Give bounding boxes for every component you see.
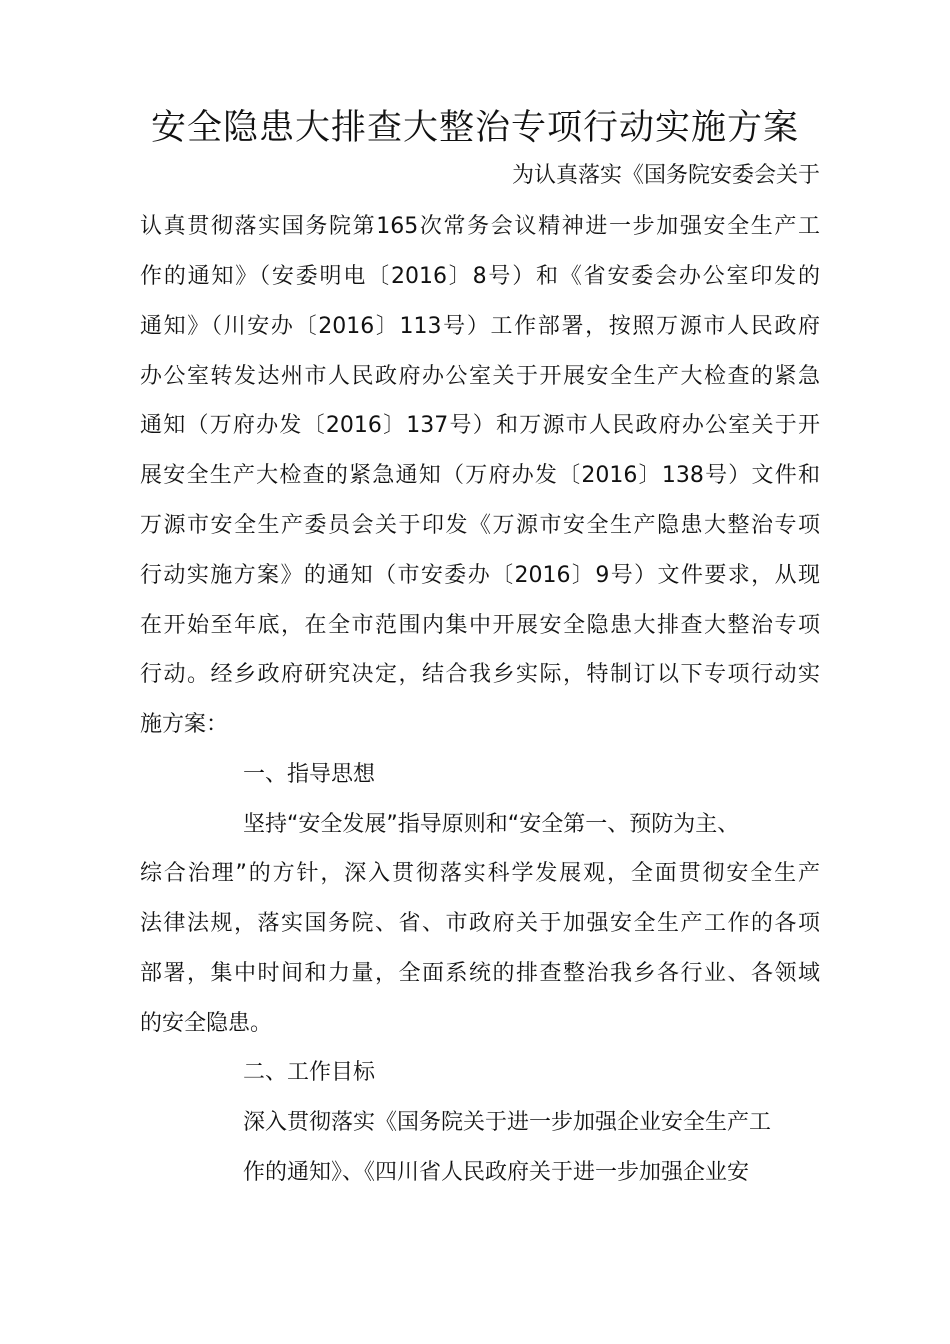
body-line: 的安全隐患。 (140, 1011, 273, 1036)
body-line: 作的通知》（安委明电〔2016〕8号）和《省安委会办公室印发的 (140, 264, 820, 289)
body-line: 施方案： (140, 712, 229, 737)
body-line: 法律法规，落实国务院、省、市政府关于加强安全生产工作的各项 (140, 911, 820, 936)
document-title: 安全隐患大排查大整治专项行动实施方案 (150, 108, 799, 148)
body-line: 行动。经乡政府研究决定，结合我乡实际，特制订以下专项行动实 (140, 662, 820, 687)
body-line: 通知（万府办发〔2016〕137号）和万源市人民政府办公室关于开 (140, 413, 820, 438)
body-line: 通知》（川安办〔2016〕113号）工作部署，按照万源市人民政府 (140, 314, 820, 339)
body-line: 作的通知》、《四川省人民政府关于进一步加强企业安 (243, 1160, 750, 1185)
body-line: 在开始至年底，在全市范围内集中开展安全隐患大排查大整治专项 (140, 613, 820, 638)
body-line: 部署，集中时间和力量，全面系统的排查整治我乡各行业、各领域 (140, 961, 820, 986)
body-line: 综合治理”的方针，深入贯彻落实科学发展观，全面贯彻安全生产 (140, 861, 820, 886)
body-line: 坚持“安全发展”指导原则和“安全第一、预防为主、 (243, 812, 740, 837)
body-line: 展安全生产大检查的紧急通知（万府办发〔2016〕138号）文件和 (140, 463, 820, 488)
body-line: 万源市安全生产委员会关于印发《万源市安全生产隐患大整治专项 (140, 513, 820, 538)
body-line: 办公室转发达州市人民政府办公室关于开展安全生产大检查的紧急 (140, 364, 820, 389)
body-line: 行动实施方案》的通知（市安委办〔2016〕9号）文件要求，从现 (140, 563, 820, 588)
body-line: 认真贯彻落实国务院第165次常务会议精神进一步加强安全生产工 (140, 214, 820, 239)
section-heading: 一、指导思想 (243, 762, 376, 787)
body-line: 为认真落实《国务院安委会关于 (511, 163, 820, 188)
section-heading: 二、工作目标 (243, 1060, 376, 1085)
body-line: 深入贯彻落实《国务院关于进一步加强企业安全生产工 (243, 1110, 772, 1135)
